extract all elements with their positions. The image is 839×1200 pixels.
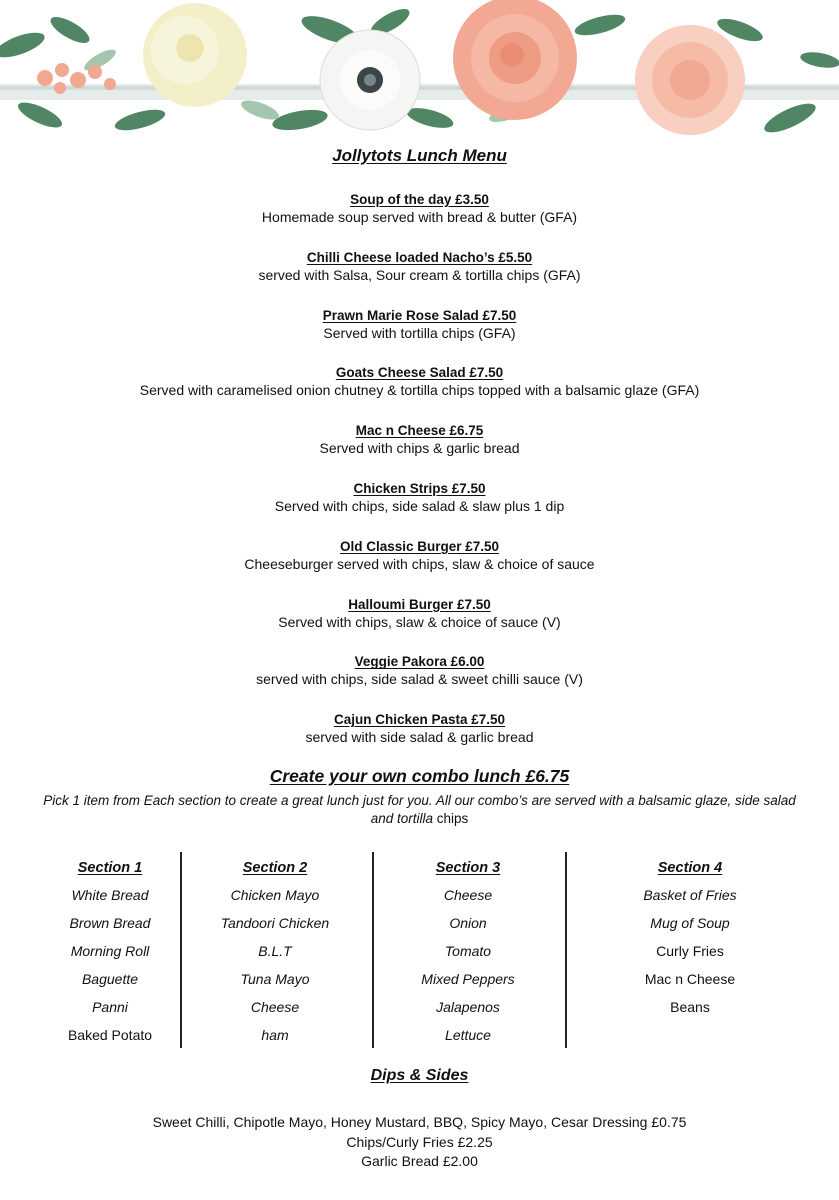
section-item: Tomato bbox=[444, 943, 492, 959]
section-item: Mug of Soup bbox=[650, 915, 730, 931]
section-item: ham bbox=[261, 1027, 289, 1043]
dips-list bbox=[0, 1113, 839, 1172]
dish-item bbox=[0, 596, 839, 654]
section-item: Brown Bread bbox=[69, 915, 151, 931]
dish-item bbox=[0, 480, 839, 538]
menu-title: Jollytots Lunch Menu bbox=[332, 146, 507, 165]
dish-description: Served with chips, slaw & choice of sauce (V) bbox=[278, 613, 561, 630]
section-item: Tandoori Chicken bbox=[220, 915, 330, 931]
section-item: Jalapenos bbox=[436, 999, 500, 1015]
dish-name: Chicken Strips £7.50 bbox=[353, 480, 486, 496]
dish-name: Mac n Cheese £6.75 bbox=[355, 423, 484, 439]
section-item: Lettuce bbox=[445, 1027, 491, 1043]
dish-item bbox=[0, 191, 839, 249]
floral-banner bbox=[0, 0, 839, 145]
section-heading: Section 2 bbox=[242, 860, 308, 876]
dish-name: Veggie Pakora £6.00 bbox=[354, 654, 485, 670]
dish-description: served with side salad & garlic bread bbox=[305, 729, 534, 746]
dips-line: Chips/Curly Fries £2.25 bbox=[346, 1133, 493, 1150]
dish-description: Cheeseburger served with chips, slaw & choice of sauce bbox=[244, 555, 595, 572]
watercolour-floral-garland-icon bbox=[0, 0, 839, 145]
dish-description: served with Salsa, Sour cream & tortilla chips (GFA) bbox=[258, 266, 581, 283]
section-item: Mac n Cheese bbox=[644, 971, 736, 987]
combo-description-tail: chips bbox=[436, 811, 469, 826]
dish-description: served with chips, side salad & sweet chilli sauce (V) bbox=[256, 671, 583, 688]
section-item: Baguette bbox=[81, 971, 139, 987]
dish-name: Halloumi Burger £7.50 bbox=[348, 596, 491, 612]
section-item: Chicken Mayo bbox=[230, 887, 320, 903]
section-item: White Bread bbox=[71, 887, 149, 903]
section-item: B.L.T bbox=[258, 943, 292, 959]
section-item: Panni bbox=[92, 999, 128, 1015]
section-item: Baked Potato bbox=[67, 1027, 153, 1043]
section-4-column bbox=[600, 852, 780, 1021]
section-3-column bbox=[378, 852, 558, 1049]
section-item: Mixed Peppers bbox=[421, 971, 515, 987]
dish-name: Soup of the day £3.50 bbox=[350, 192, 489, 207]
dish-name: Cajun Chicken Pasta £7.50 bbox=[333, 712, 506, 728]
section-item: Tuna Mayo bbox=[240, 971, 310, 987]
dish-name: Prawn Marie Rose Salad £7.50 bbox=[322, 307, 517, 323]
dish-item bbox=[0, 711, 839, 769]
column-divider bbox=[372, 852, 374, 1048]
section-heading: Section 4 bbox=[657, 860, 723, 876]
dish-description: Homemade soup served with bread & butter (GFA) bbox=[261, 209, 578, 225]
section-item: Morning Roll bbox=[70, 943, 150, 959]
section-heading: Section 3 bbox=[435, 860, 501, 876]
combo-description-text: Pick 1 item from Each section to create a great lunch just for you. All our combo’s are served with a balsamic glaze, side salad and tortilla bbox=[43, 793, 796, 826]
dish-description: Served with tortilla chips (GFA) bbox=[323, 324, 516, 341]
section-2-column bbox=[185, 852, 365, 1049]
dish-item bbox=[0, 307, 839, 365]
combo-description bbox=[40, 792, 799, 828]
section-item: Curly Fries bbox=[656, 943, 724, 959]
dish-description: Served with chips, side salad & slaw plus 1 dip bbox=[274, 497, 565, 514]
section-item: Cheese bbox=[443, 887, 493, 903]
dips-line: Sweet Chilli, Chipotle Mayo, Honey Mustard, BBQ, Spicy Mayo, Cesar Dressing £0.75 bbox=[152, 1114, 687, 1130]
dish-description: Served with chips & garlic bread bbox=[319, 440, 520, 457]
dish-item bbox=[0, 249, 839, 307]
dish-item bbox=[0, 653, 839, 711]
section-item: Basket of Fries bbox=[643, 887, 737, 903]
section-item: Cheese bbox=[250, 999, 300, 1015]
section-1-column bbox=[20, 852, 200, 1049]
dish-list bbox=[0, 191, 839, 769]
column-divider bbox=[565, 852, 567, 1048]
section-heading: Section 1 bbox=[77, 860, 143, 876]
combo-sections bbox=[0, 852, 839, 1048]
dips-title: Dips & Sides bbox=[370, 1067, 469, 1084]
dish-name: Chilli Cheese loaded Nacho’s £5.50 bbox=[306, 249, 533, 265]
section-item: Beans bbox=[670, 999, 710, 1015]
dish-item bbox=[0, 422, 839, 480]
dish-item bbox=[0, 364, 839, 422]
dish-name: Goats Cheese Salad £7.50 bbox=[335, 365, 504, 381]
dips-line: Garlic Bread £2.00 bbox=[361, 1153, 478, 1169]
combo-title: Create your own combo lunch £6.75 bbox=[269, 766, 570, 786]
dish-description: Served with caramelised onion chutney & tortilla chips topped with a balsamic glaze (GFA) bbox=[139, 382, 700, 399]
section-item: Onion bbox=[449, 915, 487, 931]
dish-name: Old Classic Burger £7.50 bbox=[339, 538, 500, 554]
dish-item bbox=[0, 538, 839, 596]
